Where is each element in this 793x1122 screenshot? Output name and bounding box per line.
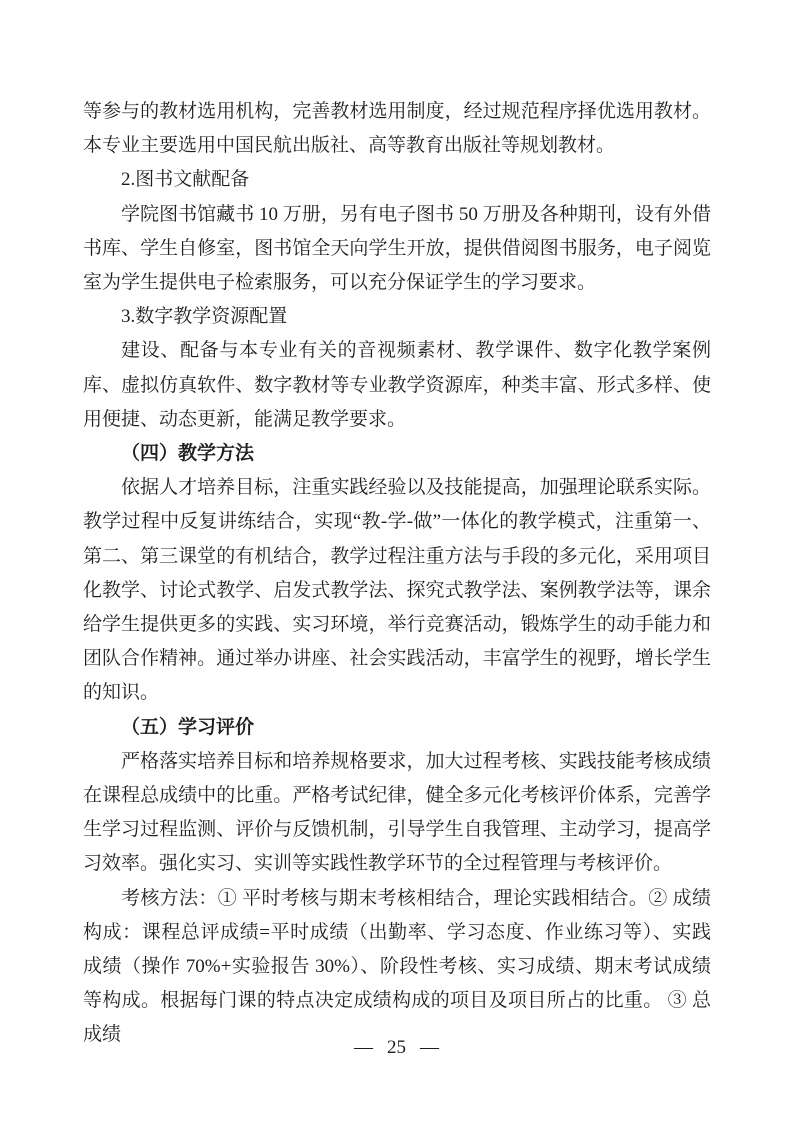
page-number: 25 [387, 1037, 406, 1058]
paragraph-assessment-methods: 考核方法：① 平时考核与期末考核相结合，理论实践相结合。② 成绩构成：课程总评成绩=平时成绩（出勤率、学习态度、作业练习等）、实践成绩（操作 70%+实验报告 30%）、阶段性考核、实习成绩、期末考试成绩等构成。根据每门课的特点决定成绩构成的项目及项目所占的比重。 ③ 总成绩 [83, 887, 711, 1046]
subsection-heading-library-resources: 2.图书文献配备 [121, 169, 250, 191]
paragraph-evaluation-requirements: 严格落实培养目标和培养规格要求，加大过程考核、实践技能考核成绩在课程总成绩中的比重。严格考试纪律，健全多元化考核评价体系，完善学生学习过程监测、评价与反馈机制，引导学生自我管理、主动学习，提高学习效率。强化实习、实训等实践性教学环节的全过程管理与考核评价。 [83, 750, 711, 875]
page-footer [0, 1036, 793, 1060]
paragraph-digital-resources: 建设、配备与本专业有关的音视频素材、教学课件、数字化教学案例库、虚拟仿真软件、数字教材等专业教学资源库，种类丰富、形式多样、使用便捷、动态更新，能满足教学要求。 [83, 340, 711, 430]
section-heading-teaching-methods: （四）教学方法 [121, 443, 255, 465]
subsection-heading-digital-resources: 3.数字教学资源配置 [121, 306, 288, 328]
paragraph-library-collection: 学院图书馆藏书 10 万册，另有电子图书 50 万册及各种期刊，设有外借书库、学生自修室，图书馆全天向学生开放，提供借阅图书服务，电子阅览室为学生提供电子检索服务，可以充分保证学生的学习要求。 [83, 203, 711, 294]
document-content [83, 95, 711, 1053]
paragraph-teaching-methods: 依据人才培养目标，注重实践经验以及技能提高，加强理论联系实际。教学过程中反复讲练结合，实现“教-学-做”一体化的教学模式，注重第一、第二、第三课堂的有机结合，教学过程注重方法与手段的多元化，采用项目化教学、讨论式教学、启发式教学法、探究式教学法、案例教学法等，课余给学生提供更多的实践、实习环境，举行竞赛活动，锻炼学生的动手能力和团队合作精神。通过举办讲座、社会实践活动，丰富学生的视野，增长学生的知识。 [83, 477, 711, 704]
section-heading-learning-evaluation: （五）学习评价 [121, 716, 255, 738]
paragraph-textbook-selection: 等参与的教材选用机构，完善教材选用制度，经过规范程序择优选用教材。本专业主要选用中国民航出版社、高等教育出版社等规划教材。 [83, 101, 711, 157]
footer-dash-right: — [420, 1037, 439, 1058]
footer-dash-left: — [354, 1037, 373, 1058]
